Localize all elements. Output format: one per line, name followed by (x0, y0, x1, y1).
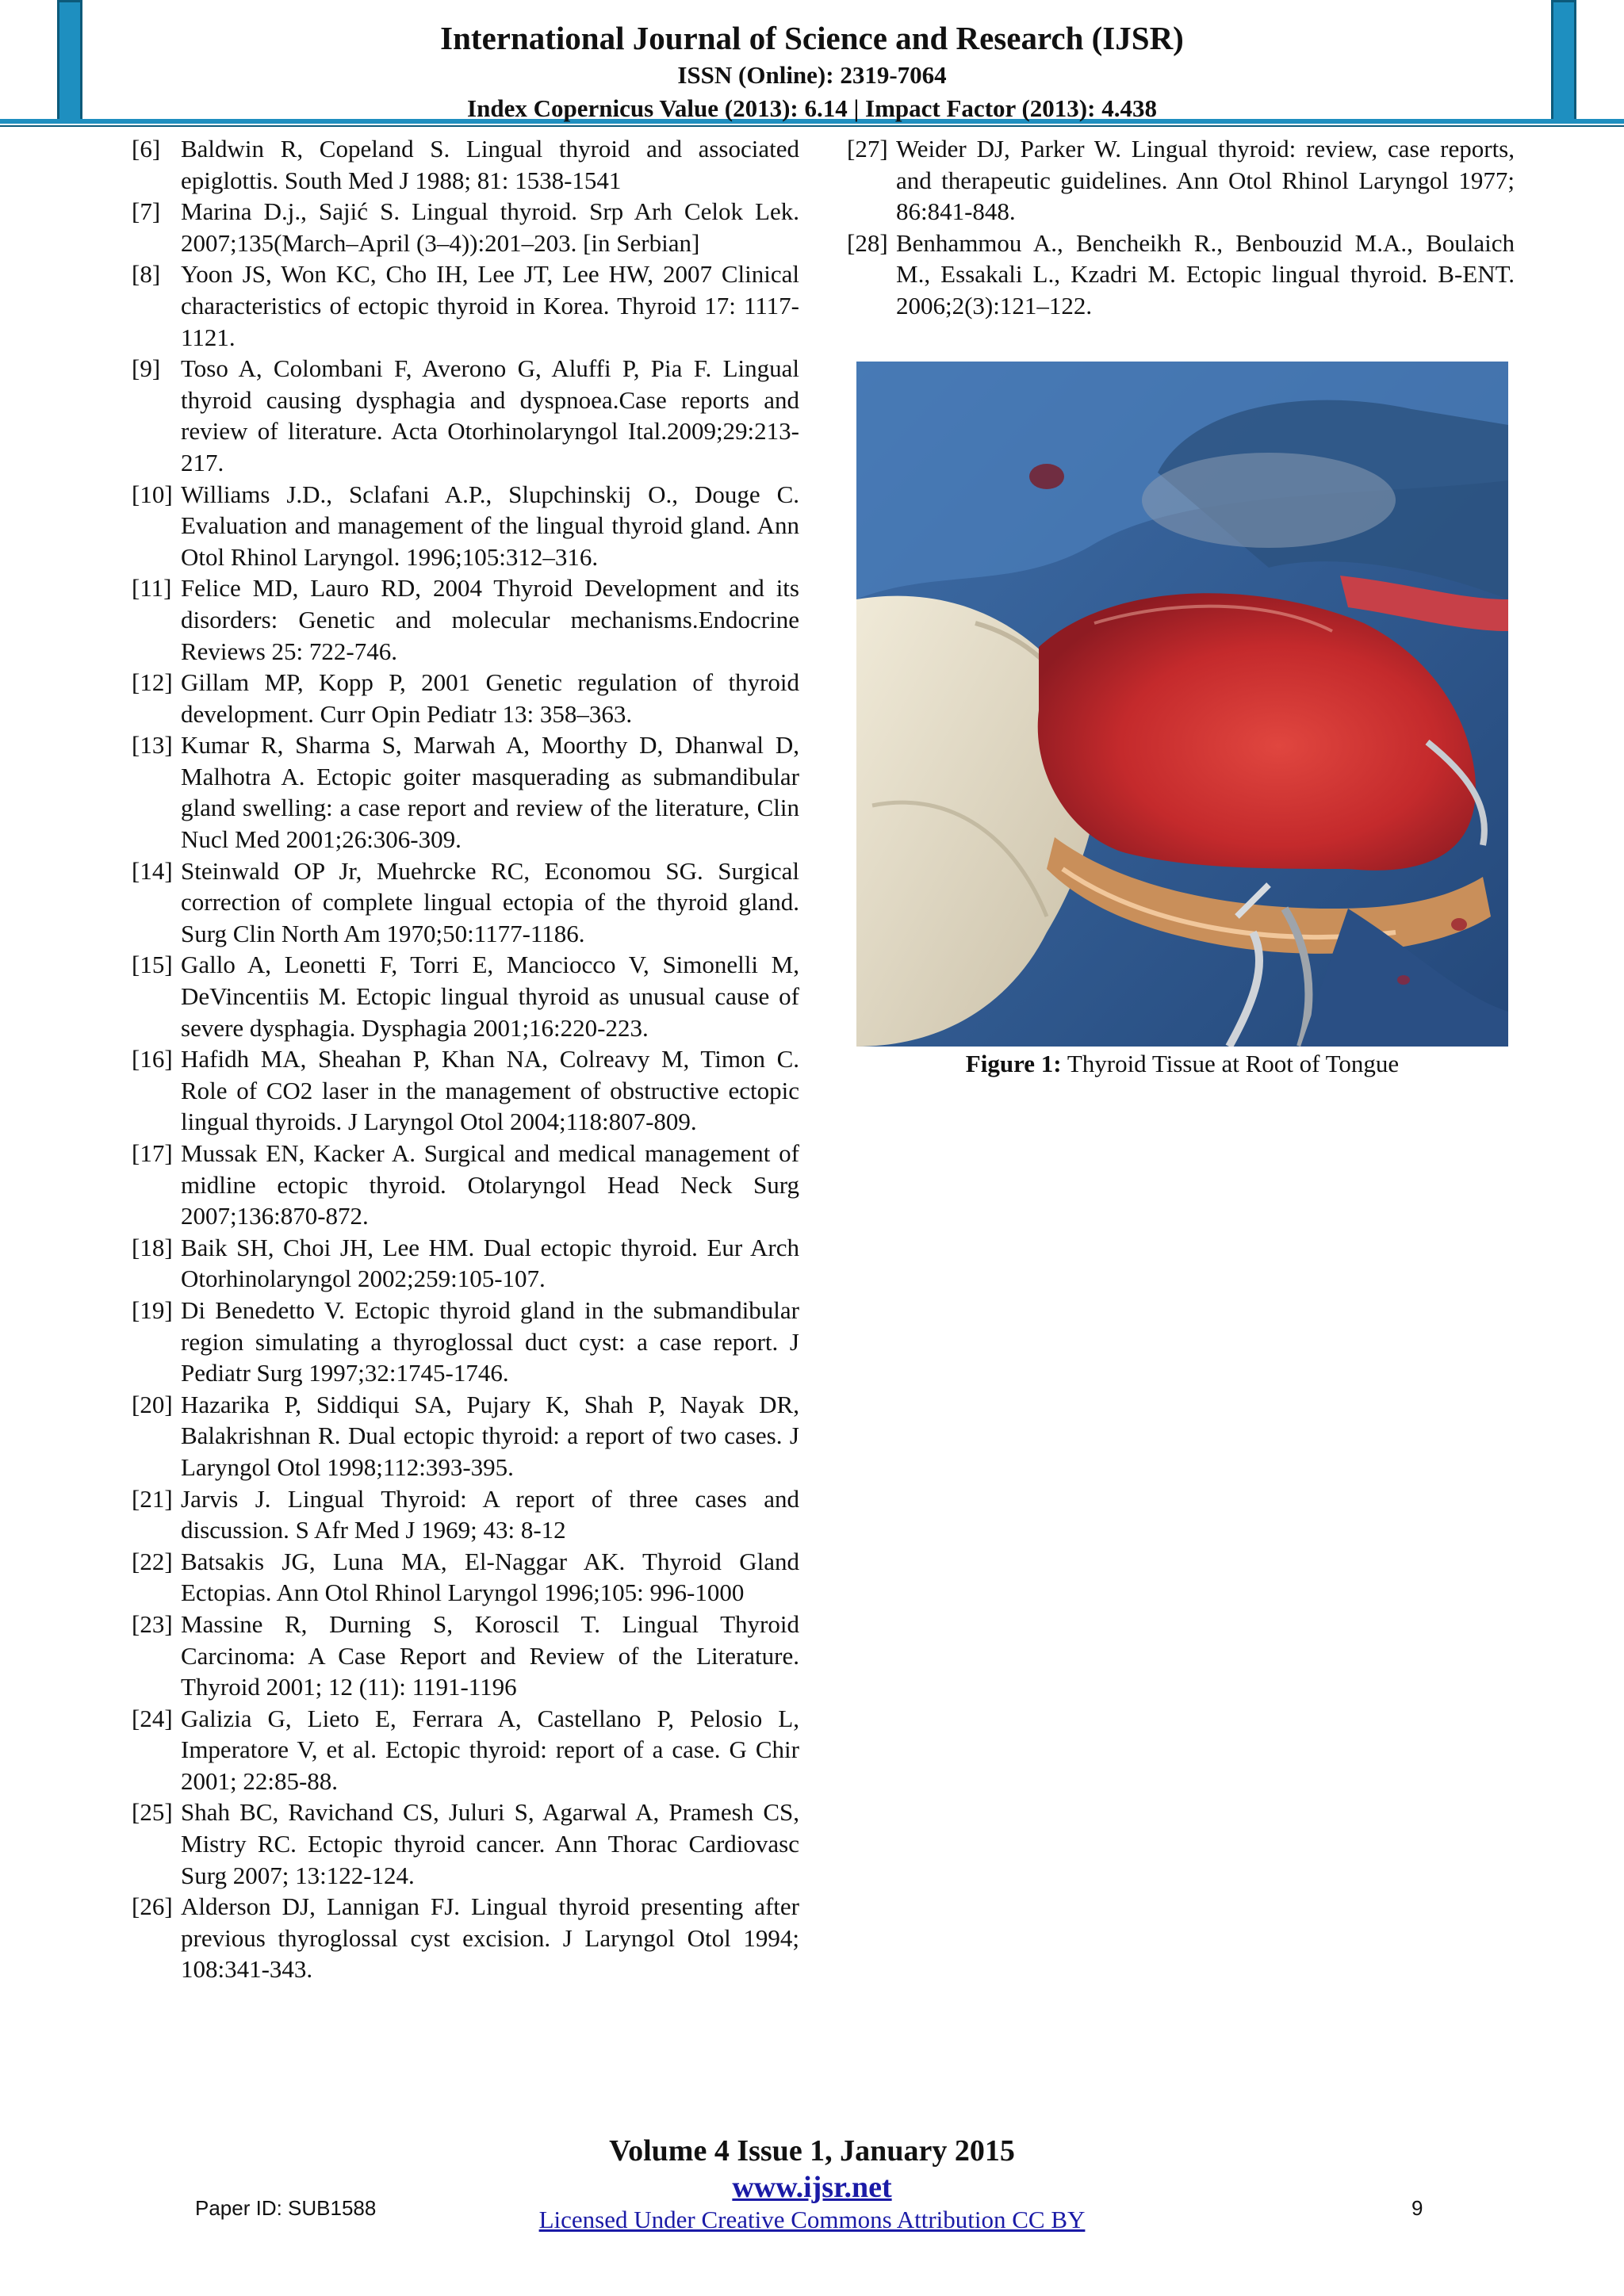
reference-text: Hafidh MA, Sheahan P, Khan NA, Colreavy M, Timon C. Role of CO2 laser in the management of obstructive ectopic lingual thyroids. J Laryngol Otol 2004;118:807-809. (181, 1045, 799, 1136)
journal-title: International Journal of Science and Research (IJSR) (440, 20, 1184, 56)
reference-number: [7] (132, 197, 161, 226)
reference-text: Baik SH, Choi JH, Lee HM. Dual ectopic thyroid. Eur Arch Otorhinolaryngol 2002;259:105-107. (181, 1233, 799, 1293)
reference-number: [25] (132, 1798, 173, 1827)
reference-text: Massine R, Durning S, Koroscil T. Lingual Thyroid Carcinoma: A Case Report and Review of the Literature. Thyroid 2001; 12 (11): 1191-1196 (181, 1609, 799, 1701)
reference-number: [8] (132, 260, 161, 289)
reference-number: [9] (132, 354, 161, 383)
references-right-column (847, 133, 1515, 322)
header-rule-thin (0, 125, 1624, 127)
page-number: 9 (1411, 2196, 1423, 2220)
figure-photo (856, 362, 1508, 1047)
reference-item (132, 1891, 799, 1985)
reference-number: [28] (847, 228, 888, 257)
reference-text: Steinwald OP Jr, Muehrcke RC, Economou SG. Surgical correction of complete lingual ectopia of the thyroid gland. Surg Clin North Am 1970;50:1177-1186. (181, 856, 799, 947)
reference-text: Toso A, Colombani F, Averono G, Aluffi P, Pia F. Lingual thyroid causing dysphagia and dyspnoea.Case reports and review of literature. Acta Otorhinolaryngol Ital.2009;29:213-217. (181, 354, 799, 476)
reference-item (132, 196, 799, 258)
surgical-photo-image (856, 362, 1508, 1047)
reference-item (132, 1043, 799, 1138)
reference-item (132, 353, 799, 478)
reference-item (847, 228, 1515, 322)
footer-url-link[interactable]: www.ijsr.net (732, 2171, 892, 2204)
issn: ISSN (Online): 2319-7064 (677, 61, 947, 89)
figure-caption-text: Thyroid Tissue at Root of Tongue (1061, 1050, 1400, 1077)
reference-text: Gallo A, Leonetti F, Torri E, Manciocco V, Simonelli M, DeVincentiis M. Ectopic lingual thyroid as unusual cause of severe dysphagia. Dysphagia 2001;16:220-223. (181, 951, 799, 1042)
reference-number: [27] (847, 135, 888, 163)
reference-item (132, 1232, 799, 1295)
reference-number: [11] (132, 574, 172, 603)
reference-item (132, 572, 799, 667)
reference-number: [26] (132, 1892, 173, 1921)
reference-text: Alderson DJ, Lannigan FJ. Lingual thyroid presenting after previous thyroglossal cyst excision. J Laryngol Otol 1994; 108:341-343. (181, 1892, 799, 1984)
reference-number: [20] (132, 1390, 173, 1418)
reference-item (132, 1609, 799, 1703)
reference-text: Baldwin R, Copeland S. Lingual thyroid and associated epiglottis. South Med J 1988; 81: 1538-1541 (181, 135, 799, 194)
reference-text: Weider DJ, Parker W. Lingual thyroid: review, case reports, and therapeutic guidelines. Ann Otol Rhinol Laryngol 1977; 86:841-848. (896, 135, 1515, 226)
reference-item (132, 479, 799, 573)
footer-volume: Volume 4 Issue 1, January 2015 (609, 2134, 1015, 2168)
reference-text: Benhammou A., Bencheikh R., Benbouzid M.A., Boulaich M., Essakali L., Kzadri M. Ectopic lingual thyroid. B-ENT. 2006;2(3):121–122. (896, 228, 1515, 320)
reference-number: [19] (132, 1295, 173, 1324)
reference-item (132, 1483, 799, 1546)
reference-item (132, 1295, 799, 1389)
reference-number: [21] (132, 1484, 173, 1513)
reference-text: Hazarika P, Siddiqui SA, Pujary K, Shah P, Nayak DR, Balakrishnan R. Dual ectopic thyroid: a report of two cases. J Laryngol Otol 1998;112:393-395. (181, 1390, 799, 1481)
reference-number: [14] (132, 856, 173, 885)
reference-item (132, 133, 799, 196)
reference-item (847, 133, 1515, 228)
reference-item (132, 1138, 799, 1232)
reference-text: Marina D.j., Sajić S. Lingual thyroid. Srp Arh Celok Lek. 2007;135(March–April (3–4)):201–203. [in Serbian] (181, 197, 799, 257)
reference-text: Shah BC, Ravichand CS, Juluri S, Agarwal A, Pramesh CS, Mistry RC. Ectopic thyroid cancer. Ann Thorac Cardiovasc Surg 2007; 13:122-124. (181, 1798, 799, 1889)
figure-label: Figure 1: (965, 1050, 1062, 1077)
figure-caption (847, 1048, 1518, 1080)
reference-item (132, 1389, 799, 1483)
footer-license-link[interactable]: Licensed Under Creative Commons Attribution CC BY (538, 2206, 1086, 2233)
reference-number: [24] (132, 1704, 173, 1732)
reference-item (132, 258, 799, 353)
reference-item (132, 1797, 799, 1891)
reference-text: Yoon JS, Won KC, Cho IH, Lee JT, Lee HW, 2007 Clinical characteristics of ectopic thyroid in Korea. Thyroid 17: 1117-1121. (181, 260, 799, 351)
reference-text: Mussak EN, Kacker A. Surgical and medical management of midline ectopic thyroid. Otolaryngol Head Neck Surg 2007;136:870-872. (181, 1139, 799, 1230)
reference-item (132, 949, 799, 1043)
reference-number: [22] (132, 1547, 173, 1575)
reference-text: Batsakis JG, Luna MA, El-Naggar AK. Thyroid Gland Ectopias. Ann Otol Rhinol Laryngol 1996;105: 996-1000 (181, 1547, 799, 1607)
page-header (0, 17, 1624, 125)
reference-text: Jarvis J. Lingual Thyroid: A report of three cases and discussion. S Afr Med J 1969; 43: 8-12 (181, 1484, 799, 1544)
references-left-column (132, 133, 799, 1985)
reference-number: [18] (132, 1233, 173, 1261)
reference-number: [10] (132, 480, 173, 508)
reference-text: Galizia G, Lieto E, Ferrara A, Castellano P, Pelosio L, Imperatore V, et al. Ectopic thyroid: report of a case. G Chir 2001; 22:85-88. (181, 1704, 799, 1795)
reference-text: Gillam MP, Kopp P, 2001 Genetic regulation of thyroid development. Curr Opin Pediatr 13: 358–363. (181, 668, 799, 728)
reference-text: Kumar R, Sharma S, Marwah A, Moorthy D, Dhanwal D, Malhotra A. Ectopic goiter masquerading as submandibular gland swelling: a case report and review of the literature, Clin Nucl Med 2001;26:306-309. (181, 731, 799, 854)
reference-number: [12] (132, 668, 173, 697)
reference-number: [23] (132, 1609, 173, 1638)
reference-number: [16] (132, 1045, 173, 1073)
footer-paper-id: Paper ID: SUB1588 (195, 2196, 377, 2220)
reference-number: [17] (132, 1139, 173, 1167)
index-line: Index Copernicus Value (2013): 6.14 | Impact Factor (2013): 4.438 (467, 94, 1157, 122)
reference-item (132, 1546, 799, 1609)
reference-item (132, 1703, 799, 1797)
reference-item (132, 729, 799, 855)
reference-item (132, 855, 799, 950)
reference-text: Felice MD, Lauro RD, 2004 Thyroid Development and its disorders: Genetic and molecular mechanisms.Endocrine Reviews 25: 722-746. (181, 574, 799, 665)
reference-number: [15] (132, 951, 173, 979)
reference-number: [6] (132, 135, 161, 163)
reference-item (132, 667, 799, 729)
reference-number: [13] (132, 731, 173, 760)
reference-text: Williams J.D., Sclafani A.P., Slupchinskij O., Douge C. Evaluation and management of the lingual thyroid gland. Ann Otol Rhinol Laryngol. 1996;105:312–316. (181, 480, 799, 571)
reference-text: Di Benedetto V. Ectopic thyroid gland in the submandibular region simulating a thyroglossal duct cyst: a case report. J Pediatr Surg 1997;32:1745-1746. (181, 1295, 799, 1387)
